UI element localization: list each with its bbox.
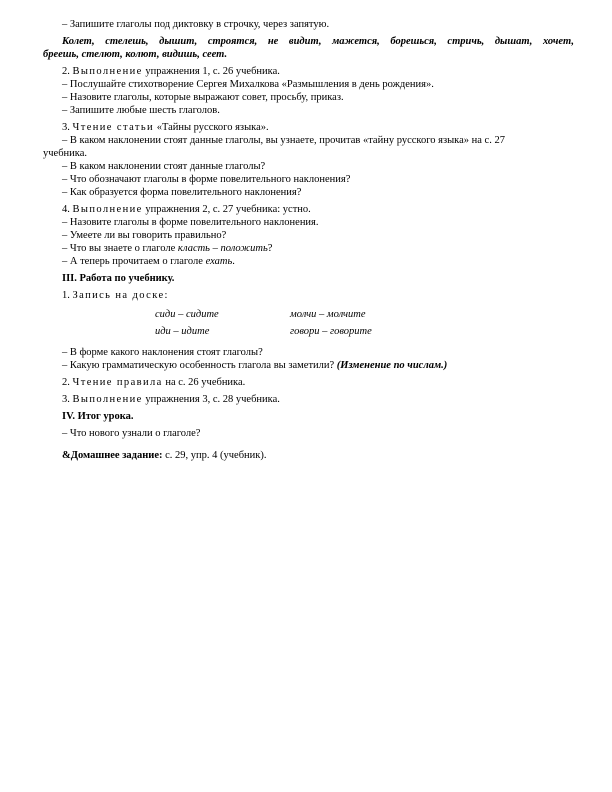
question-verb-klast xyxy=(43,242,574,255)
step-keyword: Чтение правила xyxy=(72,377,163,388)
question-which-mood: – В каком наклонении стоят данные глаголы? xyxy=(62,161,266,172)
question-verbs-advice: – Назовите глаголы, которые выражают совет, просьбу, приказ. xyxy=(62,92,344,103)
text-span: – А теперь прочитаем о глаголе xyxy=(62,256,206,267)
homework-label: &Домашнее задание: xyxy=(62,450,163,461)
board-pair-molchi: молчи – молчите xyxy=(290,309,366,320)
step-number: 3. xyxy=(62,122,73,133)
step-board-writing xyxy=(43,289,574,302)
step-text: упражнения 3, с. 28 учебника. xyxy=(142,394,280,405)
question-poem: – Послушайте стихотворение Сергея Михалкова «Размышления в день рождения». xyxy=(62,79,434,90)
question-mood-line-2: учебника. xyxy=(43,148,87,159)
question-write-six: – Запишите любые шесть глаголов. xyxy=(62,105,220,116)
document-page xyxy=(43,18,574,462)
text-span: – Какую грамматическую особенность глагола вы заметили? xyxy=(62,360,337,371)
question-imperative-meaning: – Что обозначают глаголы в форме повелительного наклонения? xyxy=(62,174,351,185)
answer-italic: (Изменение по числам.) xyxy=(336,360,448,371)
dictation-words-line-2: бреешь, стелют, колют, видишь, сеет. xyxy=(43,49,228,60)
step-number: 1. xyxy=(62,290,73,301)
step-text: упражнения 2, с. 27 учебника: устно. xyxy=(142,204,311,215)
step-number: 3. xyxy=(62,394,73,405)
question-verb-ekhat xyxy=(43,255,574,268)
dictation-words-line-1: Колет, стелешь, дышит, строятся, не видит, мажется, борешься, стричь, дышат, хочет, xyxy=(62,36,574,47)
text-span: . xyxy=(232,256,235,267)
instruction-dictation: – Запишите глаголы под диктовку в строчку, через запятую. xyxy=(62,19,330,30)
question-what-new: – Что нового узнали о глаголе? xyxy=(62,428,201,439)
step-number: 4. xyxy=(62,204,73,215)
step-keyword: Выполнение xyxy=(72,394,143,405)
step-reading-article xyxy=(43,121,574,134)
step-exercise-3 xyxy=(43,393,574,406)
text-span: – Что вы знаете о глаголе xyxy=(62,243,178,254)
step-text: «Тайны русского языка». xyxy=(154,122,269,133)
step-number: 2. xyxy=(62,377,73,388)
homework-text: с. 29, упр. 4 (учебник). xyxy=(162,450,267,461)
step-reading-rule xyxy=(43,376,574,389)
question-imperative-form: – Как образуется форма повелительного наклонения? xyxy=(62,187,302,198)
step-keyword: Запись на доске: xyxy=(72,290,169,301)
board-pair-sidi: сиди – сидите xyxy=(155,309,219,320)
board-pair-govori: говори – говорите xyxy=(290,326,372,337)
question-mood-line-1: – В каком наклонении стоят данные глаголы, вы узнаете, прочитав «тайну русского языка» на с. 27 xyxy=(62,135,505,146)
question-grammar-feature xyxy=(43,359,574,372)
board-pair-idi: иди – идите xyxy=(155,326,210,337)
step-text: на с. 26 учебника. xyxy=(162,377,246,388)
section-heading-summary: IV. Итог урока. xyxy=(62,411,134,422)
italic-verb: ехать xyxy=(205,256,233,267)
italic-verbs: класть – положить xyxy=(177,243,268,254)
step-exercise-2 xyxy=(43,203,574,216)
step-keyword: Выполнение xyxy=(72,204,143,215)
step-exercise-1 xyxy=(43,65,574,78)
step-keyword: Чтение статьи xyxy=(72,122,155,133)
section-heading-textbook: III. Работа по учебнику. xyxy=(62,273,175,284)
step-text: упражнения 1, с. 26 учебника. xyxy=(142,66,280,77)
step-number: 2. xyxy=(62,66,73,77)
step-keyword: Выполнение xyxy=(72,66,143,77)
text-span: ? xyxy=(267,243,273,254)
homework-line xyxy=(43,449,574,462)
question-speak-correctly: – Умеете ли вы говорить правильно? xyxy=(62,230,227,241)
question-form-mood: – В форме какого наклонения стоят глаголы? xyxy=(62,347,263,358)
question-name-imperative: – Назовите глаголы в форме повелительного наклонения. xyxy=(62,217,319,228)
board-verbs-table xyxy=(43,308,574,342)
